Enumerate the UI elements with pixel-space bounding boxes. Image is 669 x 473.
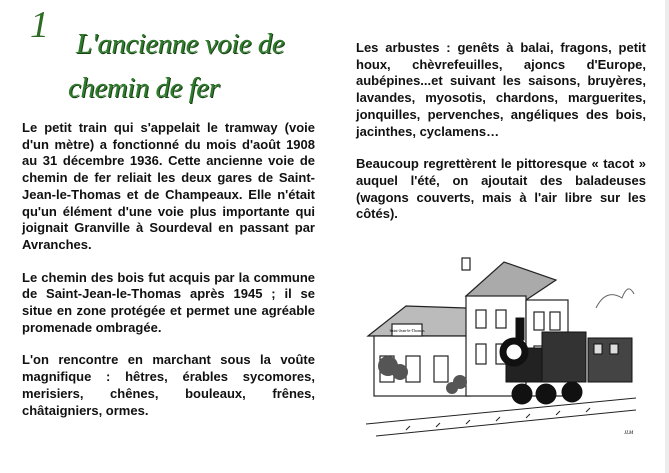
rails (366, 398, 636, 436)
station-sign: Saint-Jean-le-Thomas (389, 328, 425, 333)
left-column (22, 120, 315, 435)
right-column (356, 40, 646, 239)
paragraph-tacot: Beaucoup regrettèrent le pittoresque « tacot » auquel l'été, on ajoutait des baladeuses (wagons couverts, mais à l'air libre sur les côtés). (356, 156, 646, 222)
title-line-1: L'ancienne voie de (76, 28, 285, 60)
smoke (596, 289, 634, 308)
paragraph-trees: L'on rencontre en marchant sous la voûte magnifique : hêtres, érables sycomores, merisiers, chênes, bouleaux, frênes, châtaigniers, ormes. (22, 352, 315, 418)
paragraph-history: Le petit train qui s'appelait le tramway (voie d'un mètre) a fonctionné du mois d'août 1908 au 31 décembre 1936. Cette ancienne voie de chemin de fer reliait les deux gares de Saint-Jean-le-Thomas et de Champeaux. Elle n'était qu'un élément d'une voie plus importante qui joignait Granville à Sourdeval en passant par Avranches. (22, 120, 315, 252)
artist-signature: JLM (624, 431, 634, 436)
page-edge (665, 0, 669, 473)
page-title (68, 22, 308, 110)
train-station-illustration (366, 248, 636, 438)
page-number: 1 (30, 4, 49, 46)
paragraph-shrubs: Les arbustes : genêts à balai, fragons, petit houx, chèvrefeuilles, ajoncs d'Europe, aubépines...et suivant les saisons, bruyères, lavandes, myosotis, chardons, marguerites, jonquilles, pervenches, angéliques des bois, jacinthes, cyclamens… (356, 40, 646, 139)
title-line-2: chemin de fer (68, 72, 220, 104)
paragraph-path: Le chemin des bois fut acquis par la commune de Saint-Jean-le-Thomas après 1945 ; il se situe en zone protégée et permet une agréable promenade ombragée. (22, 269, 315, 335)
